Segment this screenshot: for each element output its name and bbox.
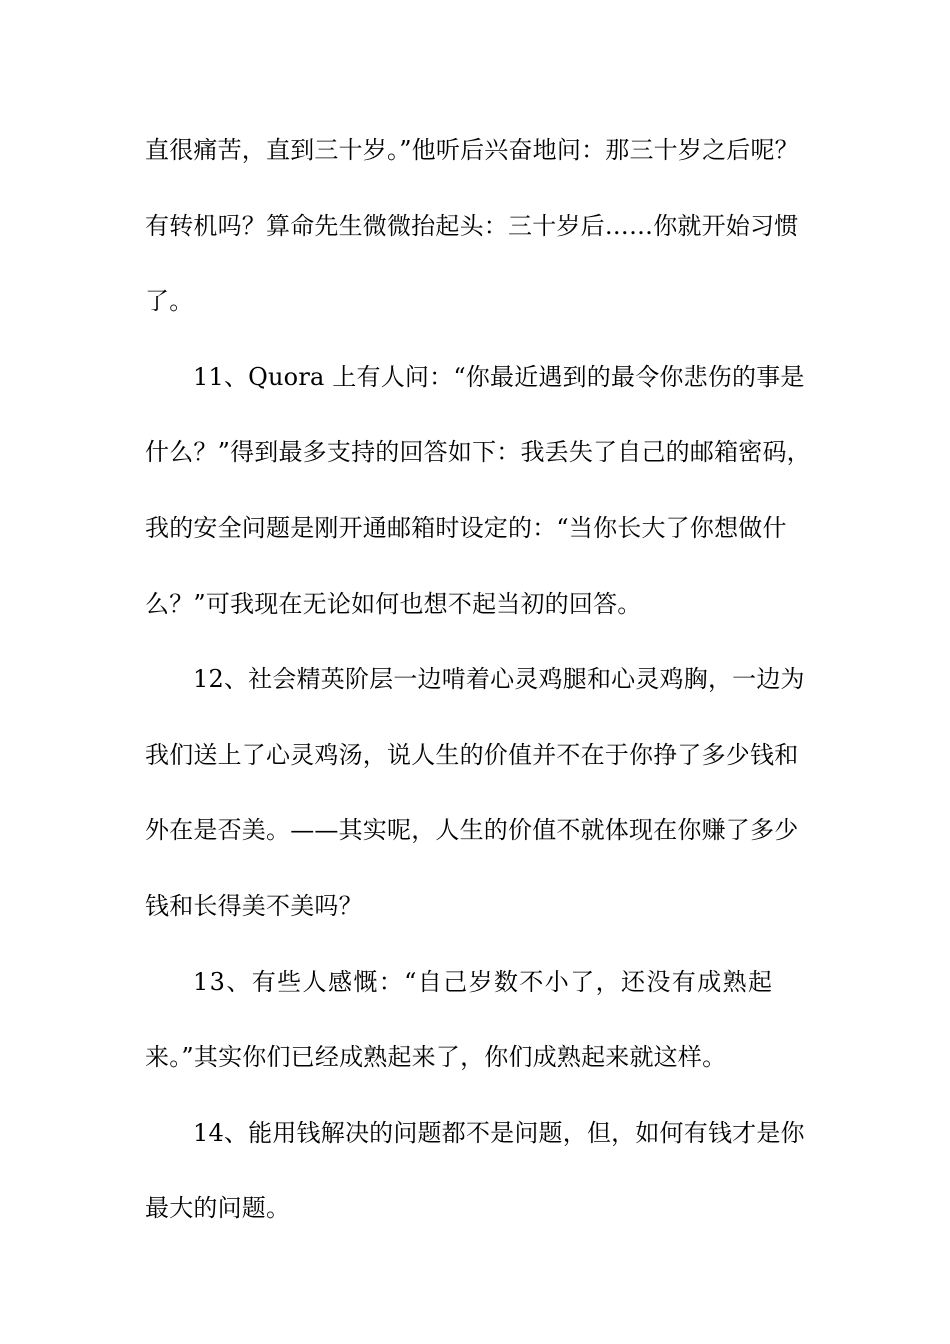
text-line: 来。”其实你们已经成熟起来了，你们成熟起来就这样。 [145,1043,727,1072]
paragraph-14-start: 14、能用钱解决的问题都不是问题，但，如何有钱才是你 [193,1118,805,1147]
text-line: 么？”可我现在无论如何也想不起当初的回答。 [145,589,642,618]
text-line: 外在是否美。——其实呢，人生的价值不就体现在你赚了多少 [145,816,799,845]
text-line: 我们送上了心灵鸡汤，说人生的价值并不在于你挣了多少钱和 [145,740,799,769]
text-line: 钱和长得美不美吗？ [145,891,363,920]
text-line: 直很痛苦，直到三十岁。”他听后兴奋地问：那三十岁之后呢？ [145,136,799,164]
paragraph-13-start: 13、有些人感慨：“自己岁数不小了，还没有成熟起 [193,967,774,996]
document-body [145,125,810,1259]
text-line: 我的安全问题是刚开通邮箱时设定的：“当你长大了你想做什 [145,513,787,542]
paragraph-11-start: 11、Quora 上有人问：“你最近遇到的最令你悲伤的事是 [193,362,805,391]
text-line: 有转机吗？算命先生微微抬起头：三十岁后……你就开始习惯 [145,211,799,240]
text-line: 最大的问题。 [145,1194,291,1223]
paragraph-12-start: 12、社会精英阶层一边啃着心灵鸡腿和心灵鸡胸，一边为 [193,665,805,694]
text-line: 了。 [145,287,194,316]
text-line: 什么？”得到最多支持的回答如下：我丢失了自己的邮箱密码， [145,438,811,467]
